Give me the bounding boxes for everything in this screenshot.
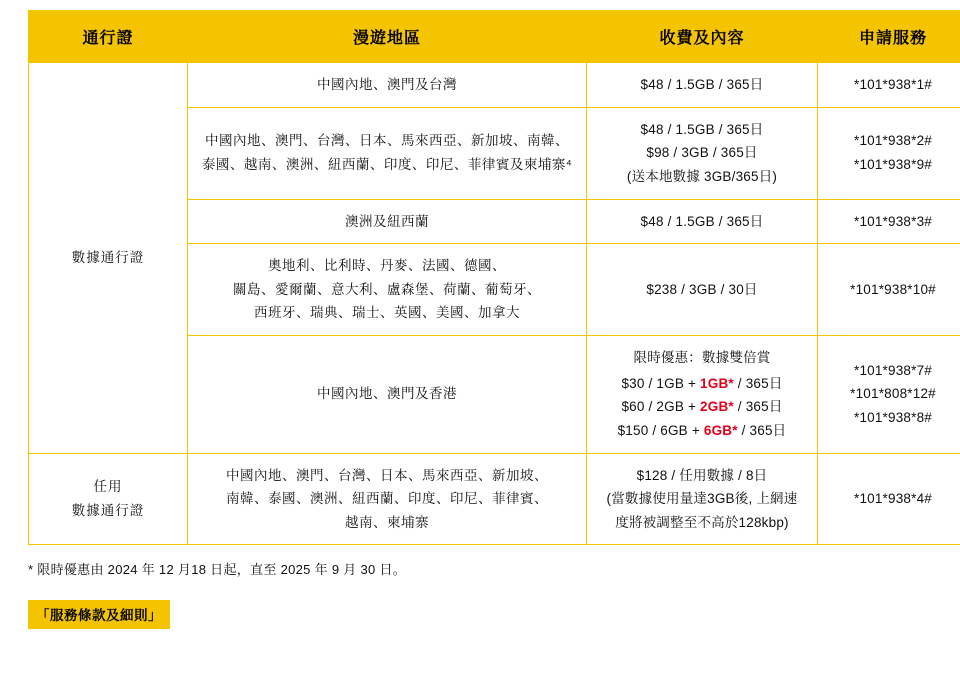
- table-row: [29, 63, 960, 108]
- charge-line: (當數據使用量達3GB後, 上網速: [606, 491, 798, 507]
- region-line: 南韓、泰國、澳洲、紐西蘭、印度、印尼、菲律賓、: [226, 491, 548, 507]
- pass-type-line: 任用: [93, 479, 123, 495]
- terms-container: [28, 600, 932, 629]
- table-body: [29, 63, 960, 545]
- roaming-pass-table: [28, 10, 960, 545]
- region-line: 泰國、越南、澳洲、紐西蘭、印度、印尼、菲律賓及柬埔寨⁴: [201, 157, 573, 173]
- cell-apply-code: [818, 63, 960, 108]
- apply-code: *101*938*1#: [853, 77, 933, 92]
- apply-code: *101*938*4#: [853, 491, 933, 507]
- cell-region: [188, 453, 587, 545]
- cell-charge: [587, 63, 818, 108]
- cell-apply-code: [818, 244, 960, 336]
- promo-post: / 365日: [733, 399, 783, 415]
- cell-region: [188, 107, 587, 199]
- promo-pre: $60 / 2GB +: [621, 399, 701, 415]
- charge-line: $238 / 3GB / 30日: [646, 281, 758, 297]
- charge-line: (送本地數據 3GB/365日): [626, 168, 778, 184]
- cell-apply-code: [818, 453, 960, 545]
- charge-line: 度將被調整至不高於128kbp): [615, 514, 789, 530]
- promo-bonus: 1GB*: [700, 375, 734, 391]
- region-line: 中國內地、澳門及香港: [317, 386, 457, 402]
- cell-pass-type-data: 數據通行證: [29, 63, 188, 454]
- pass-type-line: 數據通行證: [71, 502, 145, 518]
- apply-code: *101*938*10#: [850, 281, 936, 297]
- cell-charge: [587, 453, 818, 545]
- region-line: 越南、柬埔寨: [345, 514, 429, 530]
- cell-region: [188, 336, 587, 454]
- header-region: 漫遊地區: [188, 11, 587, 63]
- charge-line: $48 / 1.5GB / 365日: [640, 77, 764, 92]
- table-header-row: [29, 11, 960, 63]
- region-line: 中國內地、澳門、台灣、日本、馬來西亞、新加坡、南韓、: [205, 133, 569, 149]
- apply-code: *101*808*12#: [850, 386, 936, 402]
- promo-line: [595, 395, 809, 419]
- terms-and-conditions-link[interactable]: 「服務條款及細則」: [28, 600, 170, 629]
- apply-code: *101*938*7#: [853, 362, 933, 378]
- cell-pass-type-unlimited: [29, 453, 188, 545]
- cell-apply-code: [818, 107, 960, 199]
- region-line: 中國內地、澳門、台灣、日本、馬來西亞、新加坡、: [226, 467, 548, 483]
- promo-post: / 365日: [733, 375, 783, 391]
- region-line: 澳洲及紐西蘭: [345, 213, 429, 229]
- promo-pre: $150 / 6GB +: [617, 422, 704, 438]
- charge-line: $48 / 1.5GB / 365日: [640, 121, 764, 137]
- promo-bonus: 2GB*: [700, 399, 734, 415]
- apply-code: *101*938*2#: [853, 133, 933, 149]
- region-line: 中國內地、澳門及台灣: [317, 77, 457, 92]
- promo-line: [595, 419, 809, 443]
- cell-charge: [587, 199, 818, 244]
- charge-line: $128 / 任用數據 / 8日: [636, 467, 768, 483]
- promo-bonus: 6GB*: [703, 422, 738, 438]
- cell-apply-code: [818, 199, 960, 244]
- cell-region: [188, 63, 587, 108]
- cell-region: [188, 199, 587, 244]
- apply-code: *101*938*8#: [853, 410, 933, 426]
- promo-line: [595, 372, 809, 396]
- apply-code: *101*938*3#: [853, 213, 933, 229]
- charge-line: $48 / 1.5GB / 365日: [640, 213, 764, 229]
- header-pass-type: 通行證: [29, 11, 188, 63]
- apply-code: *101*938*9#: [853, 157, 933, 173]
- footnote-text: * 限時優惠由 2024 年 12 月18 日起，直至 2025 年 9 月 30 日。: [28, 562, 407, 578]
- cell-charge: [587, 107, 818, 199]
- header-charge: 收費及內容: [587, 11, 818, 63]
- promo-title: 限時優惠：數據雙倍賞: [633, 350, 771, 365]
- charge-line: $98 / 3GB / 365日: [646, 145, 758, 161]
- cell-charge-promo: [587, 336, 818, 454]
- promo-post: / 365日: [737, 422, 787, 438]
- cell-charge: [587, 244, 818, 336]
- table-header: [29, 11, 960, 63]
- promo-pre: $30 / 1GB +: [621, 375, 701, 391]
- region-line: 奧地利、比利時、丹麥、法國、德國、: [268, 258, 506, 274]
- cell-region: [188, 244, 587, 336]
- region-line: 西班牙、瑞典、瑞士、英國、美國、加拿大: [254, 305, 520, 321]
- region-line: 關島、愛爾蘭、意大利、盧森堡、荷蘭、葡萄牙、: [233, 281, 541, 297]
- header-apply: 申請服務: [818, 11, 960, 63]
- table-row: [29, 453, 960, 545]
- cell-apply-code: [818, 336, 960, 454]
